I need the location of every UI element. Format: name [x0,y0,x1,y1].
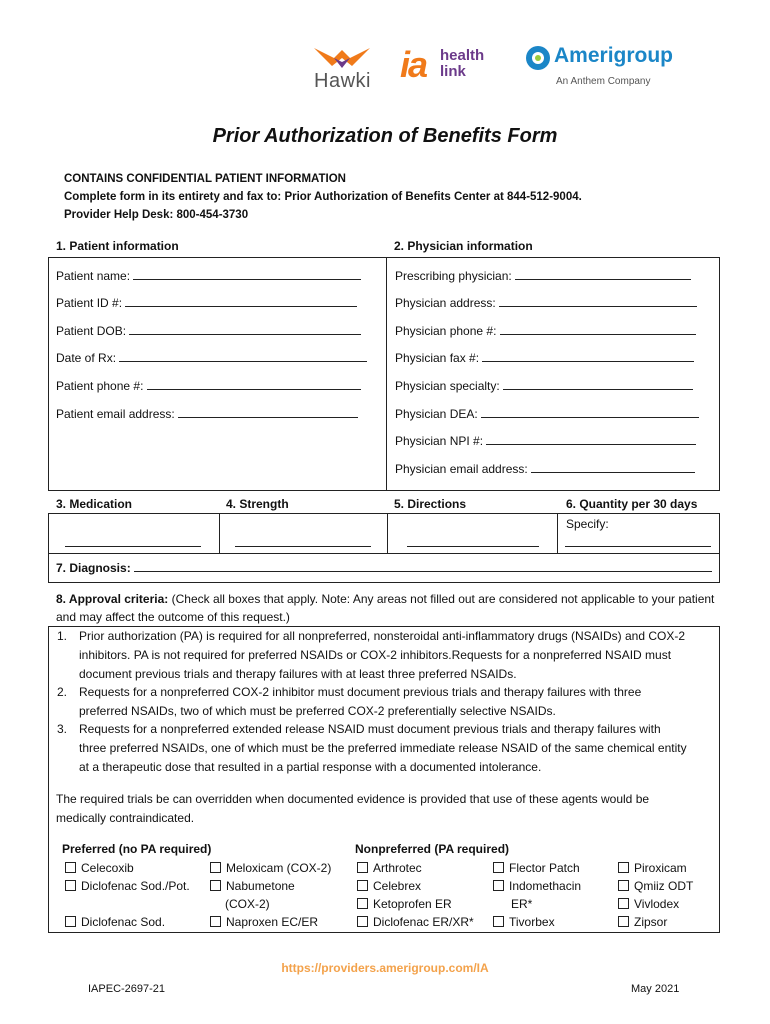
physician-phone-field[interactable]: Physician phone #: [395,324,696,338]
drug-celebrex[interactable]: Celebrex [357,879,421,893]
checkbox[interactable] [65,880,76,891]
patient-dob-field[interactable]: Patient DOB: [56,324,361,338]
physician-dea-field[interactable]: Physician DEA: [395,407,699,421]
drug-diclofenac-sod[interactable]: Diclofenac Sod. [65,915,165,929]
checkbox[interactable] [493,862,504,873]
ia-logo-link: link [440,63,466,80]
drug-diclofenac-sod-pot[interactable]: Diclofenac Sod./Pot. [65,879,190,893]
intro-block [64,170,582,224]
approval-criteria-note: (Check all boxes that apply. Note: Any areas not filled out are considered not applicable to your patient and may affect the outcome of this request.) [56,592,715,624]
drug-naproxen[interactable]: Naproxen EC/ER [210,915,318,929]
amerigroup-gear-icon [524,44,552,72]
patient-phone-field[interactable]: Patient phone #: [56,379,361,393]
directions-input[interactable] [407,536,539,550]
quantity-specify-label: Specify: [566,517,609,531]
medication-header: 3. Medication [56,497,133,511]
checkbox[interactable] [493,880,504,891]
strength-input[interactable] [235,536,371,550]
directions-header: 5. Directions [394,497,467,511]
override-note: The required trials be can overridden when documented evidence is provided that use of these agents would be medically contraindicated. [56,792,650,825]
strength-header: 4. Strength [226,497,289,511]
diagnosis-row[interactable] [48,553,720,583]
drug-nabumetone[interactable]: Nabumetone [210,879,295,893]
ia-logo-health: health [440,47,485,64]
hawki-logo [306,44,378,94]
checkbox[interactable] [493,916,504,927]
approval-criteria-label: 8. Approval criteria: [56,592,169,606]
approval-criteria-header [56,590,716,626]
checkbox[interactable] [210,862,221,873]
approval-criteria-box [48,626,720,933]
quantity-header: 6. Quantity per 30 days [566,497,698,511]
physician-section-header: 2. Physician information [394,239,533,253]
checkbox[interactable] [357,916,368,927]
physician-specialty-field[interactable]: Physician specialty: [395,379,693,393]
patient-id-field[interactable]: Patient ID #: [56,296,357,310]
criterion-1: 1. Prior authorization (PA) is required for all nonpreferred, nonsteroidal anti-inflammatory drugs (NSAIDs) and COX-2 inhibitors. PA is not required for preferred NSAIDs or COX-2 inhibitors.Requests for a nonpreferred NSAID must document previous trials and therapy failures with at least three preferred NSAIDs. [57,629,686,681]
checkbox[interactable] [357,880,368,891]
checkbox[interactable] [65,862,76,873]
fax-instructions: Complete form in its entirety and fax to: Prior Authorization of Benefits Center at 844-512-9004. [64,191,582,203]
patient-email-field[interactable]: Patient email address: [56,407,358,421]
ia-logo-mark: ia [400,44,427,85]
checkbox[interactable] [357,862,368,873]
checkbox[interactable] [618,916,629,927]
hawki-logo-text: Hawki [314,70,371,92]
drug-flector-patch[interactable]: Flector Patch [493,861,580,875]
quantity-input[interactable] [565,536,711,550]
amerigroup-brand-text: Amerigroup [554,44,674,67]
drug-nabumetone-cont: (COX-2) [225,897,270,911]
checkbox[interactable] [618,880,629,891]
drug-ketoprofen-er[interactable]: Ketoprofen ER [357,897,452,911]
drug-indomethacin[interactable]: Indomethacin [493,879,581,893]
preferred-header: Preferred (no PA required) [62,842,212,856]
checkbox[interactable] [210,916,221,927]
drug-meloxicam[interactable]: Meloxicam (COX-2) [210,861,331,875]
medication-grid [48,513,720,554]
provider-link[interactable]: https://providers.amerigroup.com/IA [281,961,489,975]
checkbox[interactable] [618,898,629,909]
patient-name-field[interactable]: Patient name: [56,269,361,283]
checkbox[interactable] [618,862,629,873]
physician-address-field[interactable]: Physician address: [395,296,697,310]
physician-fax-field[interactable]: Physician fax #: [395,351,694,365]
criterion-2: 2. Requests for a nonpreferred COX-2 inhibitor must document previous trials and therapy failures with three preferred NSAIDs, two of which must be preferred COX-2 preferentially selective NSAIDs. [57,685,642,718]
drug-celecoxib[interactable]: Celecoxib [65,861,134,875]
form-id: IAPEC-2697-21 [88,983,166,995]
hawki-bird-icon [312,44,372,70]
drug-diclofenac-er-xr[interactable]: Diclofenac ER/XR* [357,915,474,929]
checkbox[interactable] [210,880,221,891]
drug-qmiiz-odt[interactable]: Qmiiz ODT [618,879,693,893]
patient-physician-box [48,257,720,491]
criterion-3: 3. Requests for a nonpreferred extended release NSAID must document previous trials and therapy failures with three preferred NSAIDs, one of which must be the preferred immediate release NSAID of the same chemical entity at a therapeutic dose that resulted in a partial response with a documented intolerance. [57,722,687,774]
drug-indomethacin-cont: ER* [511,897,533,911]
physician-email-field[interactable]: Physician email address: [395,462,695,476]
patient-section-header: 1. Patient information [56,239,179,253]
medication-input[interactable] [65,536,201,550]
amerigroup-logo [524,44,684,94]
checkbox[interactable] [357,898,368,909]
form-title: Prior Authorization of Benefits Form [212,125,558,147]
drug-piroxicam[interactable]: Piroxicam [618,861,687,875]
prescribing-physician-field[interactable]: Prescribing physician: [395,269,691,283]
help-desk: Provider Help Desk: 800-454-3730 [64,209,249,221]
drug-tivorbex[interactable]: Tivorbex [493,915,555,929]
nonpreferred-header: Nonpreferred (PA required) [355,842,510,856]
form-date: May 2021 [631,983,680,995]
anthem-subtext: An Anthem Company [556,76,651,87]
physician-npi-field[interactable]: Physician NPI #: [395,434,696,448]
checkbox[interactable] [65,916,76,927]
confidential-notice: CONTAINS CONFIDENTIAL PATIENT INFORMATION [64,173,346,185]
drug-zipsor[interactable]: Zipsor [618,915,667,929]
ia-health-link-logo [400,44,500,94]
date-of-rx-field[interactable]: Date of Rx: [56,351,367,365]
diagnosis-label: 7. Diagnosis: [56,561,131,575]
drug-arthrotec[interactable]: Arthrotec [357,861,422,875]
drug-vivlodex[interactable]: Vivlodex [618,897,679,911]
box-divider [386,258,387,490]
